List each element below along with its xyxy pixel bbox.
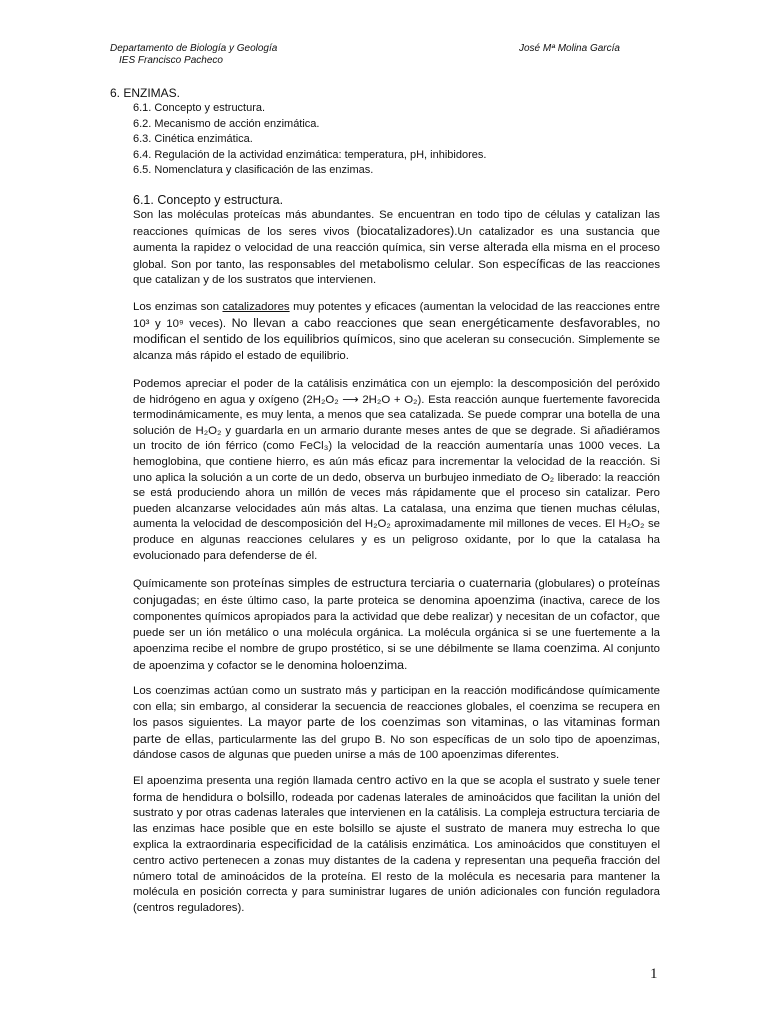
text-run: en la que se acopla el sustrato y suele tener forma de hendidura o xyxy=(133,775,660,804)
emphasis-text: (biocatalizadores) xyxy=(356,223,455,238)
text-run: , o las xyxy=(523,717,564,730)
paragraph-1 xyxy=(133,208,660,289)
chapter-title: 6. ENZIMAS. xyxy=(110,86,181,100)
toc-item: 6.1. Concepto y estructura. xyxy=(133,102,266,114)
emphasis-text: centro activo xyxy=(356,773,428,787)
header-department: Departamento de Biología y Geología xyxy=(110,43,278,54)
emphasis-text: proteínas simples de estructura terciaria o cuaternaria xyxy=(232,576,532,590)
emphasis-text: vitaminas forman parte de ellas xyxy=(133,715,660,746)
text-run: , que puede ser un ión metálico o una molécula orgánica. La molécula orgánica si se une fuertemente a la apoenzima recibe el nombre de grupo prostético, si se une débilmente se llama xyxy=(133,611,660,656)
emphasis-text: cofactor xyxy=(590,609,635,624)
emphasis-text: bolsillo xyxy=(246,789,285,804)
toc-item: 6.3. Cinética enzimática. xyxy=(133,133,253,145)
text-run: Los enzimas son xyxy=(133,301,223,313)
text-run: . Al conjunto de apoenzima y cofactor se le denomina xyxy=(133,643,660,672)
text-run: ; en éste último caso, la parte proteica se denomina xyxy=(196,594,475,607)
text-run: .Un catalizador es una sustancia que aumenta la rapidez o velocidad de una reacción química, xyxy=(133,225,660,255)
text-run: . Son xyxy=(470,258,503,271)
page-number: 1 xyxy=(650,966,658,982)
text-run: ella misma en el proceso global. Son por tanto, las responsables del xyxy=(133,242,660,271)
text-run: , rodeada por cadenas laterales de aminoácidos que facilitan la unión del sustrato y por otras cadenas laterales que intervienen en la catálisis. La compleja estructura terciaria de las enzimas hace posible que en este bolsillo se ajuste el sustrato de manera muy estrecha lo que explica la extraordinaria xyxy=(133,791,661,852)
toc-item: 6.2. Mecanismo de acción enzimática. xyxy=(133,117,320,130)
text-run: , sino que aceleran su consecución. Simplemente se alcanza más rápido el estado de equilibrio. xyxy=(133,334,660,362)
text-run: de las reacciones que catalizan y de los sustratos que intervienen. xyxy=(133,258,661,287)
emphasis-text: metabolismo celular xyxy=(359,256,471,271)
text-run: muy potentes y eficaces (aumentan la velocidad de las reacciones entre 10³ y 10⁹ veces). xyxy=(133,301,660,330)
table-of-contents xyxy=(133,101,486,179)
paragraph-2 xyxy=(133,300,660,364)
paragraph-5 xyxy=(133,684,660,764)
text-run: de la catálisis enzimática. Los aminoácidos que constituyen el centro activo pertenecen a zonas muy distantes de la cadena y representan una pequeña fracción del número total de aminoácidos de la proteína. El resto de la molécula es necesaria para mantener la molécula en posición correcta y para suministrar lugares de unión adicionales con función reguladora (centros reguladores). xyxy=(133,839,660,914)
underlined-text: catalizadores xyxy=(222,301,290,313)
paragraph-6 xyxy=(133,773,660,916)
text-run: (inactiva, carece de los componentes químicos apropiados para la actividad que debe realizar) y necesitan de un xyxy=(133,594,660,624)
emphasis-text: No llevan a cabo reacciones que sean energéticamente desfavorables, no modifican el sentido de los equilibrios químicos xyxy=(133,315,660,347)
text-run: El apoenzima presenta una región llamada xyxy=(133,775,357,787)
text-run: Químicamente son xyxy=(133,578,233,590)
emphasis-text: específicas xyxy=(502,256,565,271)
emphasis-text: apoenzima xyxy=(474,592,535,607)
header-left xyxy=(110,43,277,67)
text-run: Los coenzimas actúan como un sustrato más y participan en la reacción modificándose químicamente con ella; sin embargo, al considerar la secuencia de reacciones globales, el coenzima se recupera en los pasos siguientes. xyxy=(133,685,660,730)
text-run: (globulares) o xyxy=(531,578,609,590)
text-run: , particularmente las del grupo B. No son específicas de un solo tipo de apoenzimas, dándose casos de algunas que pueden unirse a más de 100 apoenzimas diferentes. xyxy=(133,733,660,762)
text-run: Son las moléculas proteícas más abundantes. Se encuentran en todo tipo de células y catalizan las reacciones químicas de los seres vivos xyxy=(133,209,660,238)
paragraph-3: Podemos apreciar el poder de la catálisis enzimática con un ejemplo: la descomposición del peróxido de hidrógeno en agua y oxígeno (2H₂O₂ ⟶ 2H₂O + O₂). Esta reacción aunque fuertemente favorecida termodinámicamente, es muy lenta, a menos que sea catalizada. Se puede comprar una botella de una solución de H₂O₂ y guardarla en un armario durante meses antes de que se degrade. Si añadiéramos un trocito de ión férrico (como FeCl₃) la velocidad de la reacción aumentaría unas 1000 veces. La hemoglobina, que contiene hierro, es aún más eficaz para incrementar la velocidad de la reacción. Si uno aplica la solución a un corte de un dedo, observa un burbujeo inmediato de O₂ liberado: la reacción se está produciendo ahora un millón de veces más rápidamente que el proceso sin catalizar. Pero pueden alcanzarse velocidades aún más altas. La catalasa, una enzima que tienen muchas células, aumenta la velocidad de descomposición del H₂O₂ aproximadamente mil millones de veces. El H₂O₂ se produce en algunas reacciones celulares y es un peligroso oxidante, por lo que la catalasa ha evolucionado para defenderse de él. xyxy=(133,378,660,562)
header-school: IES Francisco Pacheco xyxy=(119,55,223,66)
section-title: 6.1. Concepto y estructura. xyxy=(133,193,284,207)
text-run: . xyxy=(404,659,408,672)
toc-item: 6.4. Regulación de la actividad enzimática: temperatura, pH, inhibidores. xyxy=(133,148,487,161)
header-author: José Mª Molina García xyxy=(519,43,620,54)
emphasis-text: especificidad xyxy=(260,837,333,852)
emphasis-text: proteínas conjugadas xyxy=(133,576,660,607)
emphasis-text: holoenzima xyxy=(340,657,405,672)
toc-item: 6.5. Nomenclatura y clasificación de las enzimas. xyxy=(133,164,374,176)
emphasis-text: La mayor parte de los coenzimas son vitaminas xyxy=(248,715,524,730)
paragraph-4 xyxy=(133,576,660,675)
emphasis-text: sin verse alterada xyxy=(429,240,529,255)
emphasis-text: coenzima xyxy=(543,641,597,656)
